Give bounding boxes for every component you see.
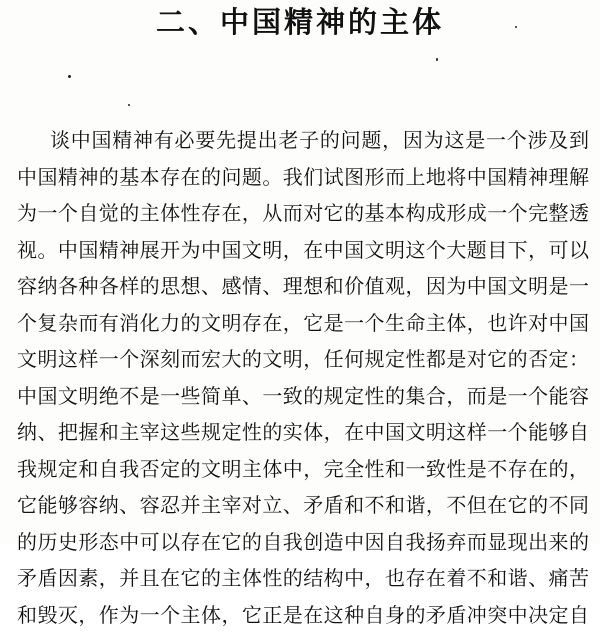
scan-speck [436,58,438,61]
scan-speck [515,26,517,28]
paragraph-line: 矛盾因素，并且在它的主体性的结构中，也存在着不和谐、痛苦 [17,560,589,597]
paragraph-line: 它能够容纳、容忍并主宰对立、矛盾和不和谐，不但在它的不同 [17,487,589,524]
paragraph-line: 中国精神的基本存在的问题。我们试图形而上地将中国精神理解 [17,159,589,196]
paragraph-line: 我规定和自我否定的文明主体中，完全性和一致性是不存在的， [17,451,589,488]
paragraph-line: 容纳各种各样的思想、感情、理想和价值观，因为中国文明是一 [17,268,589,305]
paragraph-line: 的历史形态中可以存在它的自我创造中因自我扬弃而显现出来的 [17,524,589,561]
paragraph-line: 为一个自觉的主体性存在，从而对它的基本构成形成一个完整透 [17,195,589,232]
paragraph-line: 视。中国精神展开为中国文明，在中国文明这个大题目下，可以 [17,232,589,269]
paragraph [17,122,589,633]
paragraph-line: 个复杂而有消化力的文明存在，它是一个生命主体，也许对中国 [17,305,589,342]
paragraph-line: 中国文明绝不是一些简单、一致的规定性的集合，而是一个能容 [17,378,589,415]
scan-speck [128,104,130,106]
paragraph-line: 文明这样一个深刻而宏大的文明，任何规定性都是对它的否定： [17,341,589,378]
paragraph-line: 谈中国精神有必要先提出老子的问题，因为这是一个涉及到 [17,122,589,159]
section-heading: 二、中国精神的主体 [0,2,600,42]
paragraph-line: 纳、把握和主宰这些规定性的实体，在中国文明这样一个能够自 [17,414,589,451]
paragraph-line: 和毁灭，作为一个主体，它正是在这种自身的矛盾冲突中决定自 [17,597,589,633]
scan-speck [68,75,71,78]
